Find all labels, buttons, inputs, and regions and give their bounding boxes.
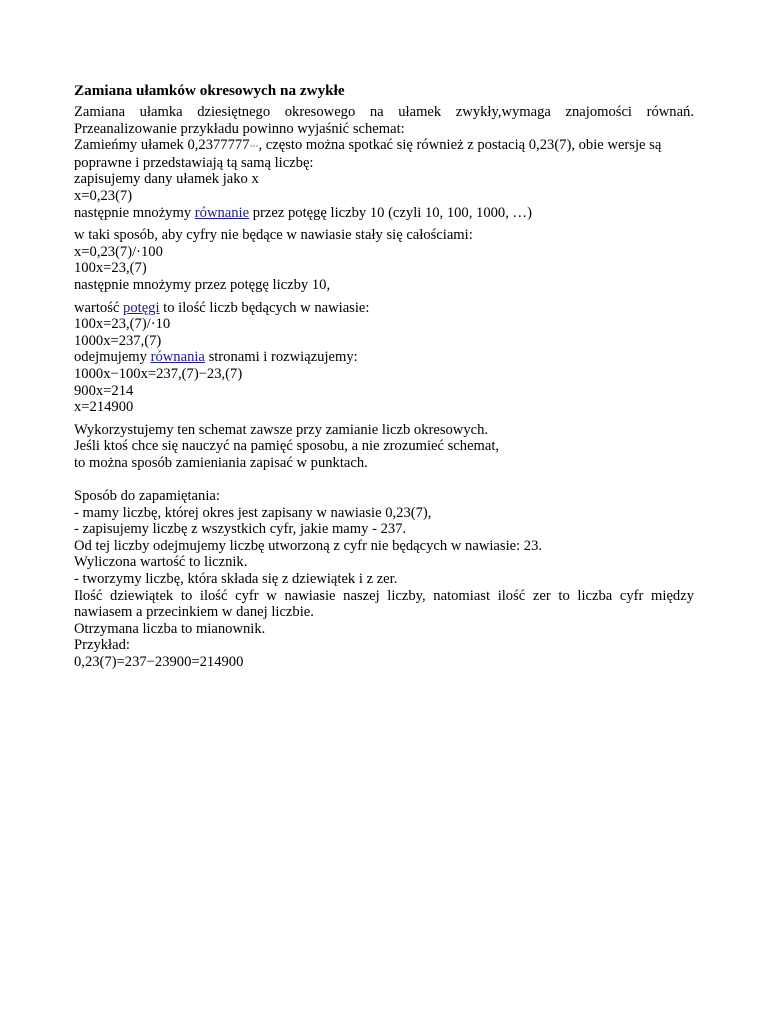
equation-line: 1000x=237,(7) <box>74 332 162 349</box>
ellipsis-mark: ··· <box>249 141 259 152</box>
equation-line: x=0,23(7) <box>74 187 133 204</box>
text-segment: odejmujemy <box>74 349 151 366</box>
text-line: następnie mnożymy przez potęgę liczby 10, <box>74 276 331 293</box>
text-line: to można sposób zamieniania zapisać w punktach. <box>74 454 368 471</box>
equation-line: 1000x−100x=237,(7)−23,(7) <box>74 365 243 382</box>
text-segment: przez potęgę liczby 10 (czyli 10, 100, 1000, …) <box>249 204 532 221</box>
text-line <box>74 205 694 222</box>
text-segment: to ilość liczb będących w nawiasie: <box>159 299 370 316</box>
paragraph-step1 <box>74 227 694 293</box>
text-line: nawiasem a przecinkiem w danej liczbie. <box>74 604 314 621</box>
equation-line: 0,23(7)=237−23900=214900 <box>74 654 244 670</box>
paragraph-intro <box>74 104 694 221</box>
paragraph-summary <box>74 422 694 472</box>
text-segment: , często można spotkać się również z postacią 0,23(7), obie wersje są <box>258 137 662 154</box>
text-line: Przykład: <box>74 637 130 654</box>
text-line: Przeanalizowanie przykładu powinno wyjaśnić schemat: <box>74 120 405 137</box>
document-page <box>74 82 694 671</box>
text-line: poprawne i przedstawiają tą samą liczbę: <box>74 154 314 171</box>
paragraph-memorize <box>74 488 694 671</box>
equation-line: 100x=23,(7)/·10 <box>74 316 171 333</box>
text-line: zapisujemy dany ułamek jako x <box>74 171 259 188</box>
equation-line: x=214900 <box>74 399 134 416</box>
link-rownania[interactable]: równania <box>150 349 205 366</box>
list-item: - zapisujemy liczbę z wszystkich cyfr, jakie mamy - 237. <box>74 521 407 538</box>
text-line: Jeśli ktoś chce się nauczyć na pamięć sposobu, a nie zrozumieć schemat, <box>74 438 500 455</box>
text-line: Wyliczona wartość to licznik. <box>74 554 248 571</box>
text-line: Sposób do zapamiętania: <box>74 488 220 505</box>
list-item: - tworzymy liczbę, która składa się z dziewiątek i z zer. <box>74 571 398 588</box>
text-line: Otrzymana liczba to mianownik. <box>74 620 266 637</box>
document-title: Zamiana ułamków okresowych na zwykłe <box>74 82 345 99</box>
list-item: - mamy liczbę, której okres jest zapisany w nawiasie 0,23(7), <box>74 504 432 521</box>
paragraph-step2 <box>74 300 694 416</box>
text-line <box>74 349 694 366</box>
equation-line: x=0,23(7)/·100 <box>74 243 163 260</box>
text-line: Zamiana ułamka dziesiętnego okresowego na ułamek zwykły,wymaga znajomości równań. <box>74 104 694 120</box>
equation-line: 900x=214 <box>74 382 134 399</box>
blank-line <box>74 471 694 488</box>
equation-line: 100x=23,(7) <box>74 260 147 277</box>
text-line <box>74 137 694 155</box>
link-potegi[interactable]: potęgi <box>123 299 160 316</box>
text-line: Ilość dziewiątek to ilość cyfr w nawiasie naszej liczby, natomiast ilość zer to liczba cyfr między <box>74 587 694 604</box>
text-line <box>74 300 694 317</box>
link-rownanie[interactable]: równanie <box>194 204 250 221</box>
text-segment: Zamieńmy ułamek 0,2377777 <box>74 137 250 154</box>
text-line: Wykorzystujemy ten schemat zawsze przy zamianie liczb okresowych. <box>74 421 489 438</box>
text-line: Od tej liczby odejmujemy liczbę utworzoną z cyfr nie będących w nawiasie: 23. <box>74 537 543 554</box>
text-segment: wartość <box>74 299 124 316</box>
text-segment: stronami i rozwiązujemy: <box>204 349 358 366</box>
text-line: w taki sposób, aby cyfry nie będące w nawiasie stały się całościami: <box>74 227 473 244</box>
text-segment: następnie mnożymy <box>74 204 195 221</box>
